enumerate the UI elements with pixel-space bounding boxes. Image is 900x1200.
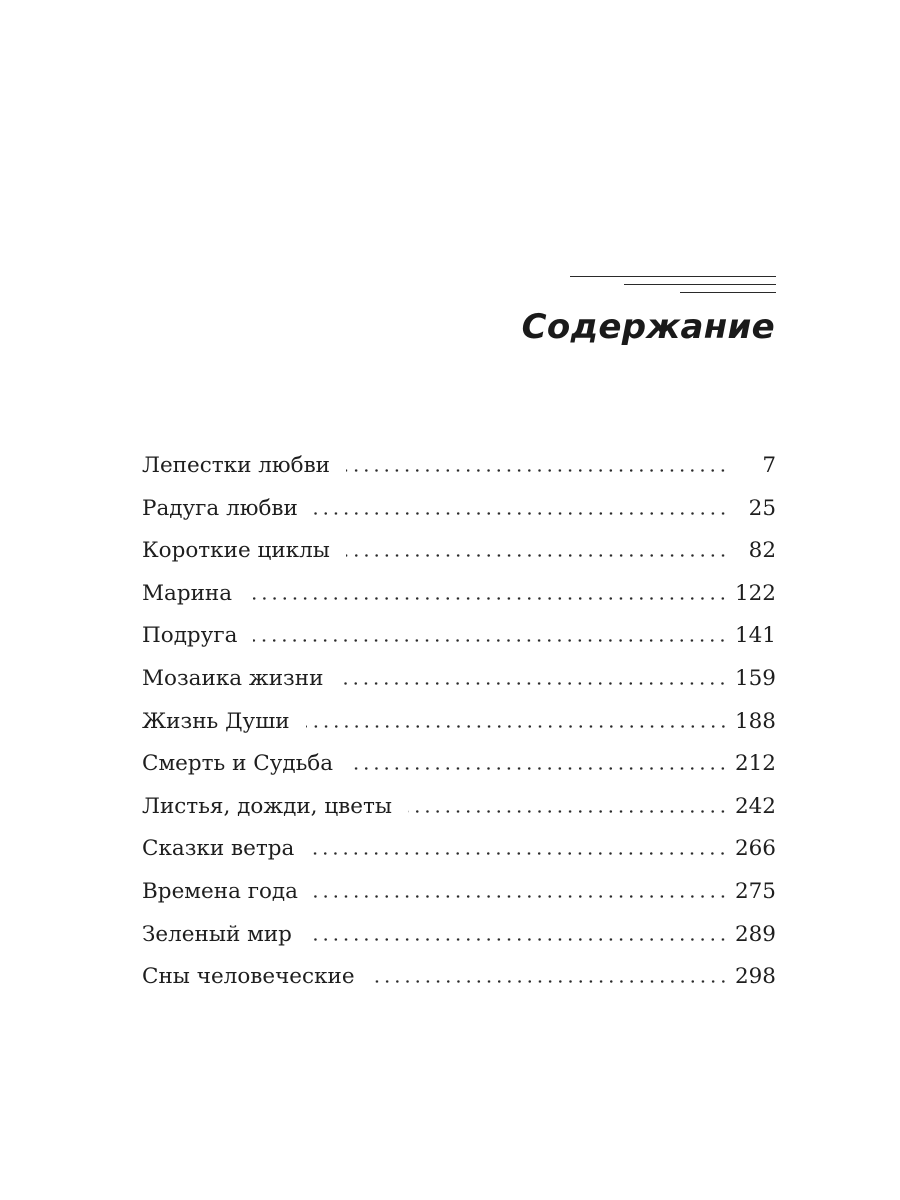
toc-dot-leader <box>346 554 728 557</box>
page-title: Содержание <box>521 307 775 347</box>
toc-entry-page: 188 <box>734 708 776 734</box>
toc-entry <box>142 658 776 701</box>
toc-entry <box>142 871 776 914</box>
toc-dot-leader <box>248 597 728 600</box>
toc-entry <box>142 914 776 957</box>
toc-entry-title: Смерть и Судьба <box>142 751 334 777</box>
toc-entry-page: 82 <box>748 538 776 564</box>
toc-entry-title: Сны человеческие <box>142 964 355 990</box>
toc-entry-title: Сказки ветра <box>142 836 295 862</box>
toc-entry-page: 298 <box>734 964 776 990</box>
toc-entry-title: Листья, дожди, цветы <box>142 793 393 819</box>
toc-dot-leader <box>371 980 728 983</box>
toc-entry-title: Короткие циклы <box>142 538 330 564</box>
toc-entry-title: Радуга любви <box>142 495 298 521</box>
toc-entry-page: 275 <box>734 878 776 904</box>
toc-entry-title: Мозаика жизни <box>142 665 324 691</box>
toc-dot-leader <box>308 938 728 941</box>
toc-entry <box>142 743 776 786</box>
toc-entry <box>142 445 776 488</box>
toc-entry-title: Жизнь Души <box>142 708 290 734</box>
toc-entry-page: 25 <box>748 495 776 521</box>
toc-entry <box>142 701 776 744</box>
toc-entry-title: Зеленый мир <box>142 921 292 947</box>
toc-entry-page: 289 <box>734 921 776 947</box>
toc-entry-title: Марина <box>142 580 233 606</box>
toc-entry-title: Подруга <box>142 623 238 649</box>
toc-entry-page: 122 <box>734 580 776 606</box>
toc-entry <box>142 573 776 616</box>
toc-entry <box>142 530 776 573</box>
toc-dot-leader <box>346 469 728 472</box>
toc-entry <box>142 956 776 999</box>
heading-rule-top <box>570 276 776 277</box>
heading-rule-bottom <box>680 292 776 293</box>
toc-entry <box>142 828 776 871</box>
toc-dot-leader <box>314 512 728 515</box>
toc-dot-leader <box>408 810 728 813</box>
toc-entry-title: Лепестки любви <box>142 453 331 478</box>
toc-dot-leader <box>253 639 728 642</box>
toc-entry <box>142 615 776 658</box>
toc-dot-leader <box>306 725 728 728</box>
toc-dot-leader <box>310 852 728 855</box>
toc-dot-leader <box>339 682 728 685</box>
toc-dot-leader <box>314 895 728 898</box>
toc-entry <box>142 786 776 829</box>
table-of-contents <box>142 445 776 999</box>
heading-rule-middle <box>624 284 776 285</box>
toc-entry-page: 212 <box>734 751 776 777</box>
toc-entry-page: 7 <box>762 453 776 478</box>
toc-entry-page: 266 <box>734 836 776 862</box>
toc-entry <box>142 488 776 531</box>
toc-entry-title: Времена года <box>142 878 298 904</box>
toc-dot-leader <box>349 767 728 770</box>
toc-entry-page: 242 <box>734 793 776 819</box>
toc-entry-page: 159 <box>734 665 776 691</box>
heading-rules <box>570 273 776 297</box>
toc-entry-page: 141 <box>734 623 776 649</box>
